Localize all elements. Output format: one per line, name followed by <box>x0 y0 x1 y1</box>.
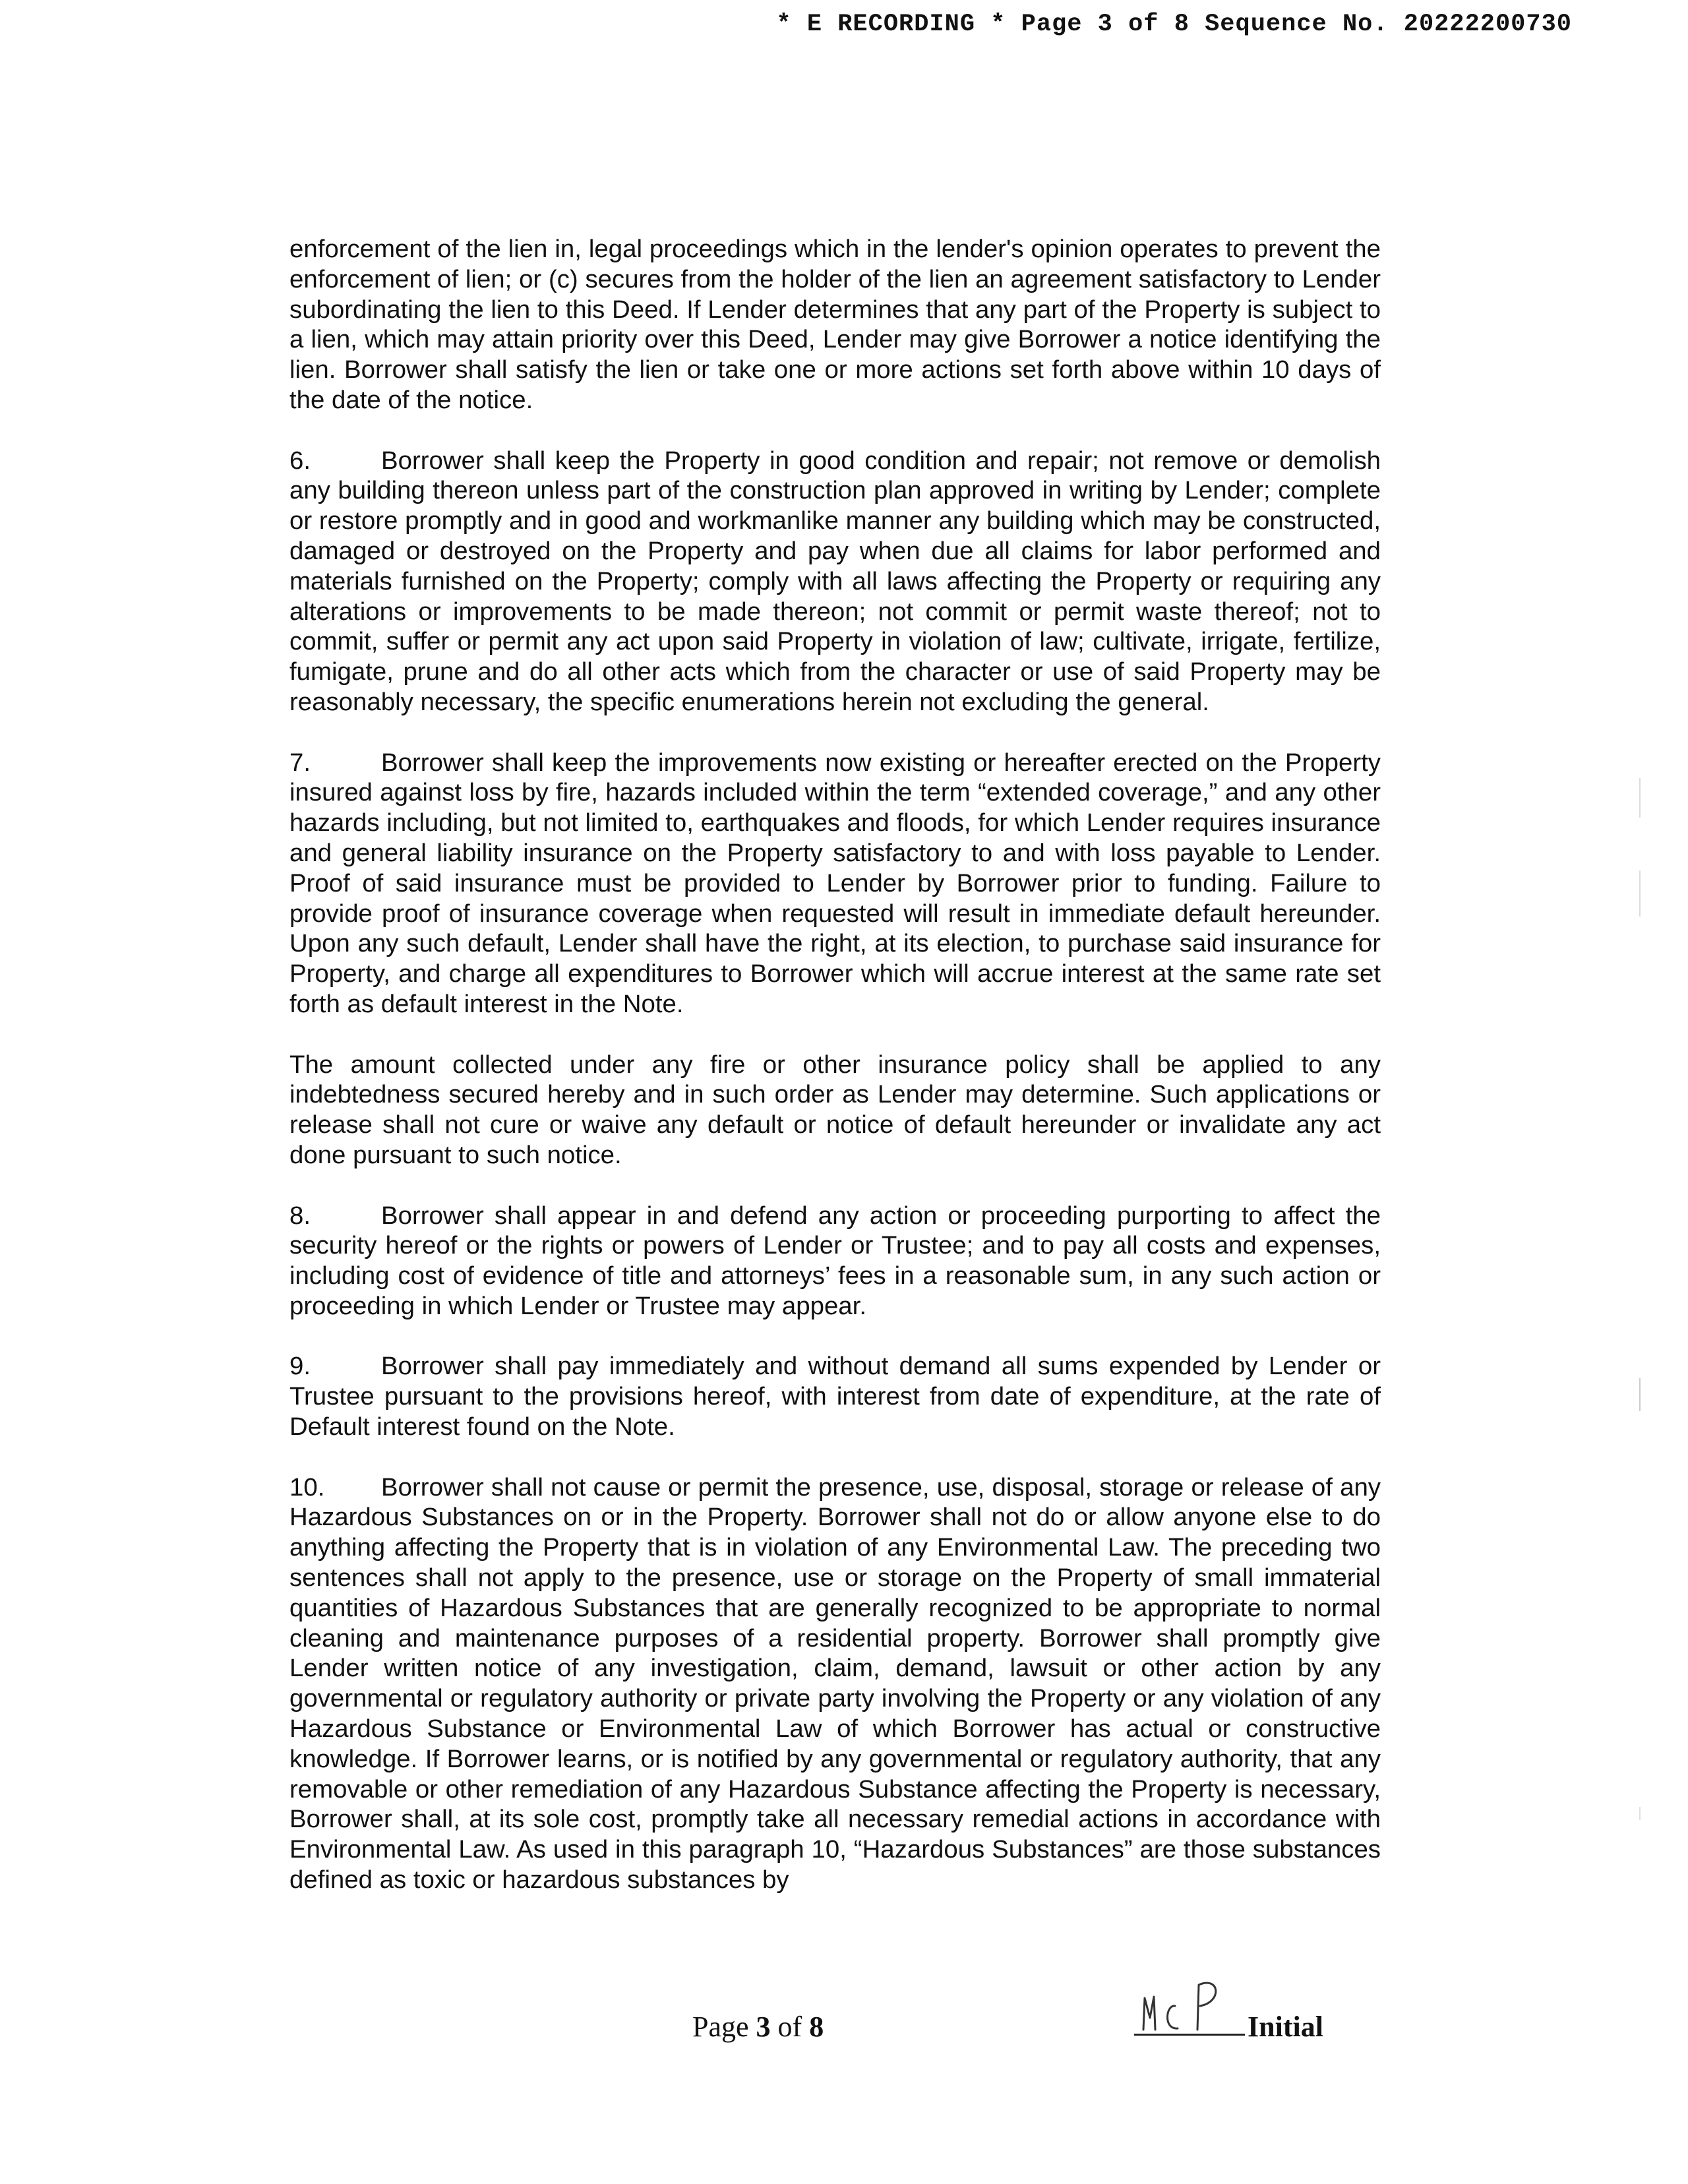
paragraph-7-insurance <box>289 748 1381 1019</box>
paragraph-text: Borrower shall keep the Property in good condition and repair; not remove or demolish any building thereon unless part of the construction plan approved in writing by Lender; complete or restore promptly and in good and workmanlike manner any building which may be constructed, damaged or destroyed on the Property and pay when due all claims for labor performed and materials furnished on the Property; comply with all laws affecting the Property or requiring any alterations or improvements to be made thereon; not commit or permit waste thereof; not to commit, suffer or permit any act upon said Property in violation of law; cultivate, irrigate, fertilize, fumigate, prune and do all other acts which from the character or use of said Property may be reasonably necessary, the specific enumerations herein not excluding the general. <box>289 446 1381 716</box>
paragraph-text: Borrower shall keep the improvements now existing or hereafter erected on the Property insured against loss by fire, hazards included within the term “extended coverage,” and any other hazards including, but not limited to, earthquakes and floods, for which Lender requires insurance and general liability insurance on the Property satisfactory to and with loss payable to Lender. Proof of said insurance must be provided to Lender by Borrower prior to funding. Failure to provide proof of insurance coverage when requested will result in immediate default hereunder. Upon any such default, Lender shall have the right, at its election, to purchase said insurance for Property, and charge all expenditures to Borrower which will accrue interest at the same rate set forth as default interest in the Note. <box>289 748 1381 1018</box>
paragraph-number: 7. <box>289 748 311 777</box>
paragraph-text: Borrower shall appear in and defend any action or proceeding purporting to affect the security hereof or the rights or powers of Lender or Trustee; and to pay all costs and expenses, including cost of evidence of title and attorneys’ fees in a reasonable sum, in any such action or proceeding in which Lender or Trustee may appear. <box>289 1201 1381 1320</box>
paragraph-9-expenditures <box>289 1351 1381 1441</box>
page-total: 8 <box>809 2011 824 2043</box>
recording-header: * E RECORDING * Page 3 of 8 Sequence No. 20222200730 <box>776 11 1572 38</box>
page-current: 3 <box>756 2011 771 2043</box>
initial-block <box>1134 1972 1345 2044</box>
paragraph-number: 6. <box>289 446 311 475</box>
paragraph-text: The amount collected under any fire or other insurance policy shall be applied to any indebtedness secured hereby and in such order as Lender may determine. Such applications or release shall not cure or waive any default or notice of default hereunder or invalidate any act done pursuant to such notice. <box>289 1050 1381 1169</box>
document-body <box>289 234 1381 1926</box>
paragraph-6-maintenance <box>289 446 1381 717</box>
paragraph-insurance-proceeds <box>289 1050 1381 1170</box>
scan-margin-marks <box>1637 0 1643 2184</box>
page-word: Page <box>692 2011 749 2043</box>
paragraph-lien-continuation <box>289 234 1381 415</box>
paragraph-number: 10. <box>289 1472 325 1502</box>
page-number-footer <box>692 2010 824 2044</box>
paragraph-10-hazardous-substances <box>289 1472 1381 1895</box>
paragraph-text: Borrower shall pay immediately and without demand all sums expended by Lender or Trustee pursuant to the provisions hereof, with interest from date of expenditure, at the rate of Default interest found on the Note. <box>289 1352 1381 1441</box>
paragraph-text: enforcement of the lien in, legal proceedings which in the lender's opinion operates to prevent the enforcement of lien; or (c) secures from the holder of the lien an agreement satisfactory to Lender subordinating the lien to this Deed. If Lender determines that any part of the Property is subject to a lien, which may attain priority over this Deed, Lender may give Borrower a notice identifying the lien. Borrower shall satisfy the lien or take one or more actions set forth above within 10 days of the date of the notice. <box>289 235 1381 414</box>
paragraph-number: 8. <box>289 1201 311 1230</box>
initial-label: Initial <box>1248 2011 1323 2043</box>
initial-signature-line <box>1134 2034 1245 2036</box>
paragraph-8-defense <box>289 1201 1381 1321</box>
paragraph-number: 9. <box>289 1352 311 1381</box>
page-of: of <box>777 2011 802 2043</box>
handwritten-initials-signature <box>1134 1972 1246 2034</box>
paragraph-text: Borrower shall not cause or permit the presence, use, disposal, storage or release of any Hazardous Substances on or in the Property. Borrower shall not do or allow anyone else to do anything affecting the Property that is in violation of any Environmental Law. The preceding two sentences shall not apply to the presence, use or storage on the Property of small immaterial quantities of Hazardous Substances that are generally recognized to be appropriate to normal cleaning and maintenance purposes of a residential property. Borrower shall promptly give Lender written notice of any investigation, claim, demand, lawsuit or other action by any governmental or regulatory authority or private party involving the Property or any violation of any Hazardous Substance or Environmental Law of which Borrower has actual or constructive knowledge. If Borrower learns, or is notified by any governmental or regulatory authority, that any removable or other remediation of any Hazardous Substance affecting the Property is necessary, Borrower shall, at its sole cost, promptly take all necessary remedial actions in accordance with Environmental Law. As used in this paragraph 10, “Hazardous Substances” are those substances defined as toxic or hazardous substances by <box>289 1472 1381 1895</box>
